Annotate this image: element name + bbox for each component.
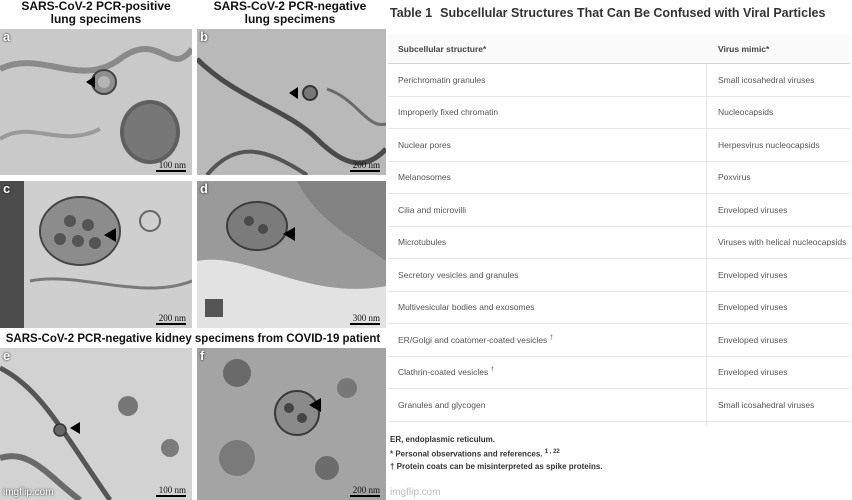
mimic-cell: Poxvirus xyxy=(718,172,751,183)
data-table xyxy=(388,34,850,422)
reference-numbers: 1 , 22 xyxy=(544,449,560,455)
column-heading-negative-lung: SARS-CoV-2 PCR-negative lung specimens xyxy=(213,0,367,26)
mimic-cell: Enveloped viruses xyxy=(718,367,788,378)
scale-label: 300 nm xyxy=(352,313,380,323)
scale-bar xyxy=(156,495,186,497)
structure-text: Clathrin-coated vesicles xyxy=(398,367,489,378)
mimic-cell: Nucleocapsids xyxy=(718,107,774,118)
mimic-cell: Enveloped viruses xyxy=(718,204,788,215)
footnote-personal-text: * Personal observations and references. xyxy=(390,449,543,459)
panel-label: d xyxy=(200,181,208,196)
table-title-text: Subcellular Structures That Can Be Confused with Viral Particles xyxy=(440,6,826,20)
table-row xyxy=(388,129,850,162)
table-number: Table 1 xyxy=(390,6,433,20)
structure-cell xyxy=(398,367,494,377)
scale-bar xyxy=(350,170,380,172)
footnote-er: ER, endoplasmic reticulum. xyxy=(390,435,495,444)
dagger-mark: † xyxy=(490,367,494,374)
micrograph-c-image xyxy=(0,181,192,328)
table-row xyxy=(388,259,850,292)
watermark: imgflip.com xyxy=(390,487,441,498)
table-row xyxy=(388,64,850,97)
micrograph-panel-d xyxy=(197,181,386,328)
header-subcellular-structure: Subcellular structure* xyxy=(398,43,487,54)
scale-label: 200 nm xyxy=(352,160,380,170)
table-row xyxy=(388,162,850,195)
structure-cell: Granules and glycogen xyxy=(398,399,486,410)
mimic-cell: Small icosahedral viruses xyxy=(718,399,815,410)
table-row xyxy=(388,389,850,422)
panel-label: f xyxy=(200,348,205,363)
micrograph-e-image xyxy=(0,348,192,500)
table-row xyxy=(388,194,850,227)
structure-cell: Melanosomes xyxy=(398,172,451,183)
mimic-cell: Enveloped viruses xyxy=(718,302,788,313)
watermark: imgflip.com xyxy=(3,487,54,498)
kidney-section-heading: SARS-CoV-2 PCR-negative kidney specimens from COVID-19 patient xyxy=(5,333,381,345)
mimic-cell: Herpesvirus nucleocapsids xyxy=(718,139,820,150)
micrograph-f-image xyxy=(197,348,386,500)
column-heading-positive-lung: SARS-CoV-2 PCR-positive lung specimens xyxy=(21,0,171,26)
mimic-cell: Small icosahedral viruses xyxy=(718,74,815,85)
footnote-protein-coats: † Protein coats can be misinterpreted as spike proteins. xyxy=(390,461,603,471)
table-title xyxy=(390,6,825,20)
structure-cell: Cilia and microvilli xyxy=(398,204,467,215)
scale-bar xyxy=(350,323,380,325)
micrograph-b-image xyxy=(197,29,386,175)
panel-label: a xyxy=(3,29,11,44)
mimic-cell: Enveloped viruses xyxy=(718,269,788,280)
mimic-cell: Enveloped viruses xyxy=(718,334,788,345)
table-header-row xyxy=(388,34,850,64)
footnote-personal xyxy=(390,446,603,461)
scale-bar xyxy=(156,323,186,325)
panel-label: e xyxy=(3,348,11,363)
micrograph-a-image xyxy=(0,29,192,175)
scale-label: 100 nm xyxy=(158,485,186,495)
panel-label: b xyxy=(200,29,208,44)
scale-label: 200 nm xyxy=(352,485,380,495)
micrograph-panel-f xyxy=(197,348,386,500)
scale-label: 200 nm xyxy=(158,313,186,323)
structure-text: ER/Golgi and coatomer-coated vesicles xyxy=(398,334,548,345)
micrograph-d-image xyxy=(197,181,386,328)
mimic-cell: Viruses with helical nucleocapsids xyxy=(718,237,847,248)
micrograph-panel-c xyxy=(0,181,192,328)
structure-cell xyxy=(398,335,553,345)
structure-cell: Multivesicular bodies and exosomes xyxy=(398,302,535,313)
structure-cell: Nuclear pores xyxy=(398,139,451,150)
table-row xyxy=(388,227,850,260)
structure-cell: Secretory vesicles and granules xyxy=(398,269,519,280)
table-footnotes xyxy=(390,434,603,473)
table-row xyxy=(388,324,850,357)
panel-label: c xyxy=(3,181,11,196)
dagger-mark: † xyxy=(549,334,554,341)
header-virus-mimic: Virus mimic* xyxy=(718,43,770,54)
scale-bar xyxy=(350,495,380,497)
micrograph-panel-e xyxy=(0,348,192,500)
micrograph-panel-a xyxy=(0,29,192,175)
micrograph-panel-b xyxy=(197,29,386,175)
scale-label: 100 nm xyxy=(158,160,186,170)
table-section xyxy=(388,0,852,500)
structure-cell: Improperly fixed chromatin xyxy=(398,107,499,118)
structure-cell: Perichromatin granules xyxy=(398,74,486,85)
table-row xyxy=(388,292,850,325)
table-row xyxy=(388,357,850,390)
structure-cell: Microtubules xyxy=(398,237,447,248)
table-row xyxy=(388,97,850,130)
scale-bar xyxy=(156,170,186,172)
micrograph-figure xyxy=(0,0,386,500)
